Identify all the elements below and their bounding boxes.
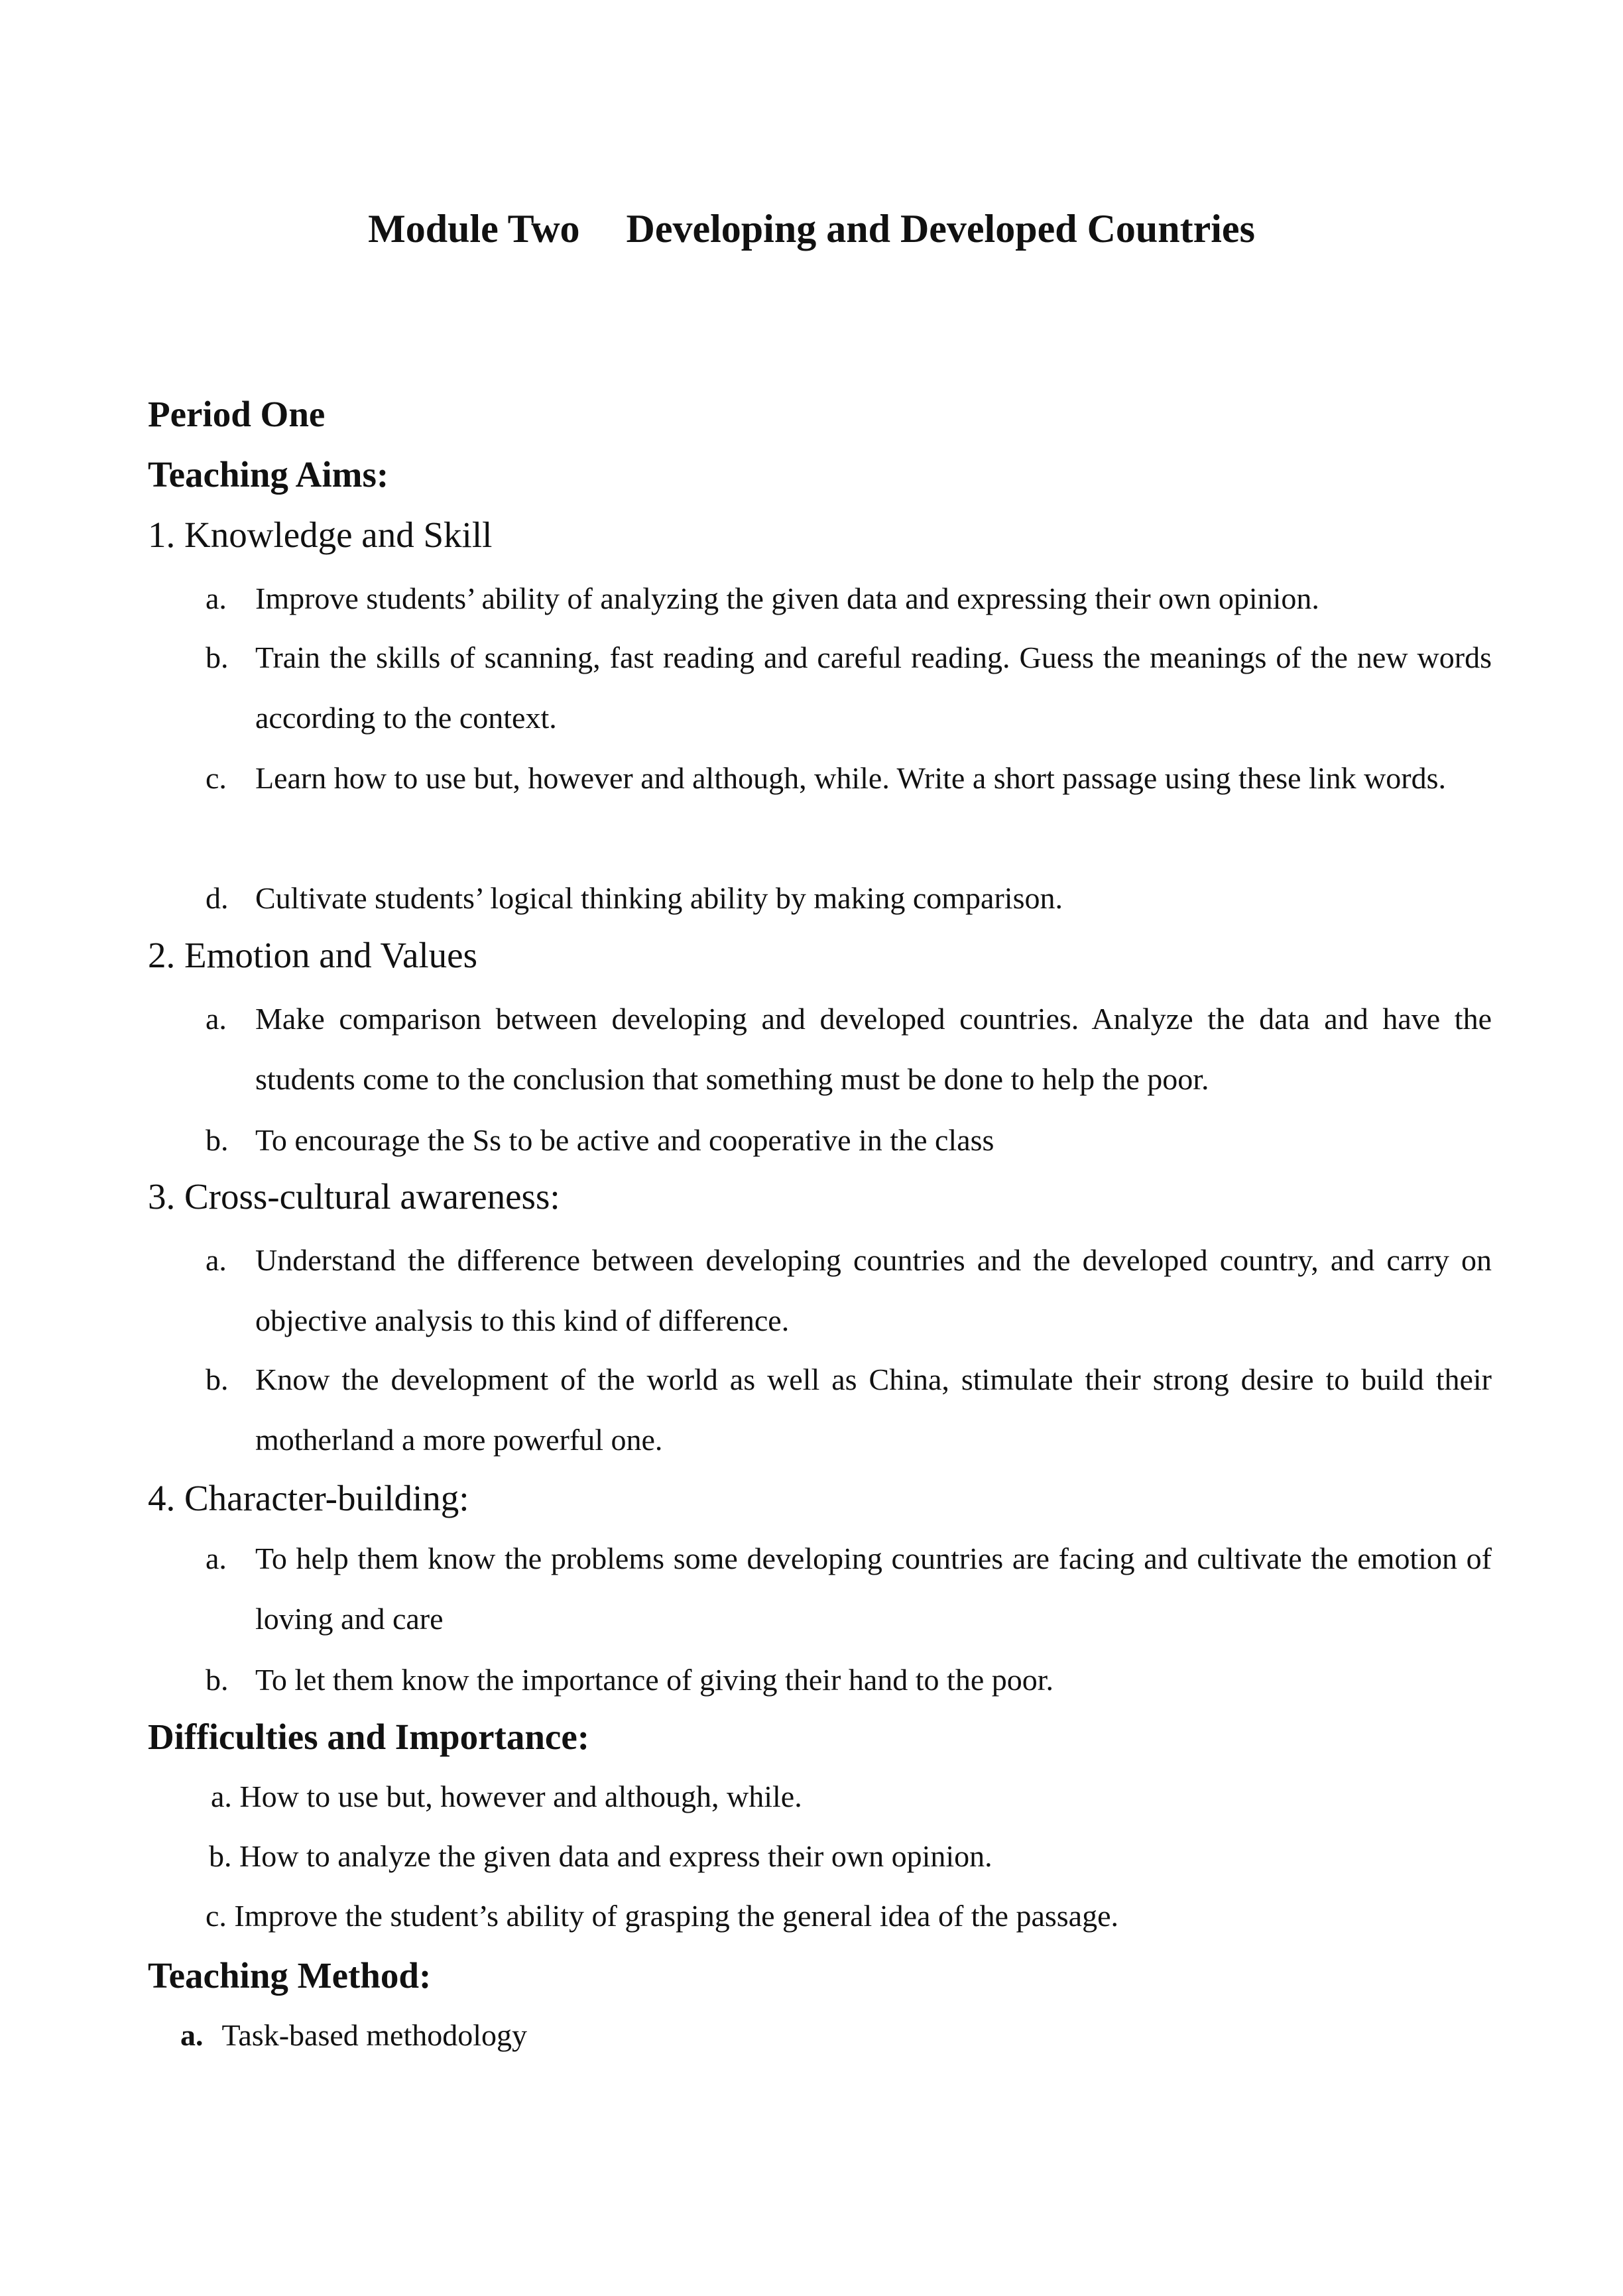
item-text: To let them know the importance of giving their hand to the poor. xyxy=(255,1663,1054,1697)
teaching-method-heading: Teaching Method: xyxy=(148,1955,432,1996)
item-marker: a. xyxy=(206,581,227,615)
section-emotion-values: 2. Emotion and Values xyxy=(148,935,477,975)
list-item xyxy=(206,1349,1492,1470)
item-text: Know the development of the world as well as China, stimulate their strong desire to build their motherland a more powerful one. xyxy=(255,1362,1492,1457)
period-heading: Period One xyxy=(148,394,326,434)
item-marker: c. xyxy=(206,761,227,795)
list-item xyxy=(206,1650,1492,1710)
section-character-building: 4. Character-building: xyxy=(148,1478,469,1518)
difficulty-item: b. How to analyze the given data and express their own opinion. xyxy=(209,1839,992,1873)
teaching-aims-heading: Teaching Aims: xyxy=(148,454,389,495)
item-text: Understand the difference between developing countries and the developed country, and carry on objective analysis to this kind of difference. xyxy=(255,1243,1492,1337)
method-marker: a. xyxy=(180,2018,204,2052)
list-item xyxy=(206,1528,1492,1649)
difficulty-item: c. Improve the student’s ability of grasping the general idea of the passage. xyxy=(206,1899,1119,1933)
difficulty-item: a. How to use but, however and although, while. xyxy=(211,1780,802,1813)
difficulties-heading: Difficulties and Importance: xyxy=(148,1717,590,1757)
item-text: Learn how to use but, however and although, while. Write a short passage using these link words. xyxy=(255,761,1447,795)
item-marker: b. xyxy=(206,640,229,674)
list-item xyxy=(206,748,1492,808)
item-text: To help them know the problems some developing countries are facing and cultivate the emotion of loving and care xyxy=(255,1541,1492,1636)
section-knowledge-skill: 1. Knowledge and Skill xyxy=(148,514,493,555)
item-text: Train the skills of scanning, fast reading and careful reading. Guess the meanings of the new words according to the context. xyxy=(255,640,1492,735)
module-label: Module Two xyxy=(368,207,580,251)
item-text: To encourage the Ss to be active and cooperative in the class xyxy=(255,1123,994,1157)
item-marker: d. xyxy=(206,881,229,915)
method-item xyxy=(180,2012,527,2059)
list-item xyxy=(206,868,1492,928)
item-text: Improve students’ ability of analyzing the given data and expressing their own opinion. xyxy=(255,581,1319,615)
item-marker: a. xyxy=(206,1541,227,1575)
method-text: Task-based methodology xyxy=(221,2018,528,2052)
item-marker: b. xyxy=(206,1123,229,1157)
item-marker: b. xyxy=(206,1362,229,1396)
list-item xyxy=(206,1230,1492,1351)
item-text: Make comparison between developing and developed countries. Analyze the data and have the students come to the conclusion that something must be done to help the poor. xyxy=(255,1002,1492,1096)
page-title xyxy=(0,202,1623,255)
item-marker: b. xyxy=(206,1663,229,1697)
list-item xyxy=(206,627,1492,748)
module-topic: Developing and Developed Countries xyxy=(626,207,1255,251)
item-marker: a. xyxy=(206,1243,227,1277)
item-text: Cultivate students’ logical thinking ability by making comparison. xyxy=(255,881,1063,915)
section-cross-cultural: 3. Cross-cultural awareness: xyxy=(148,1176,560,1217)
list-item xyxy=(206,1110,1492,1170)
item-marker: a. xyxy=(206,1002,227,1036)
list-item xyxy=(206,989,1492,1109)
list-item xyxy=(206,568,1492,629)
